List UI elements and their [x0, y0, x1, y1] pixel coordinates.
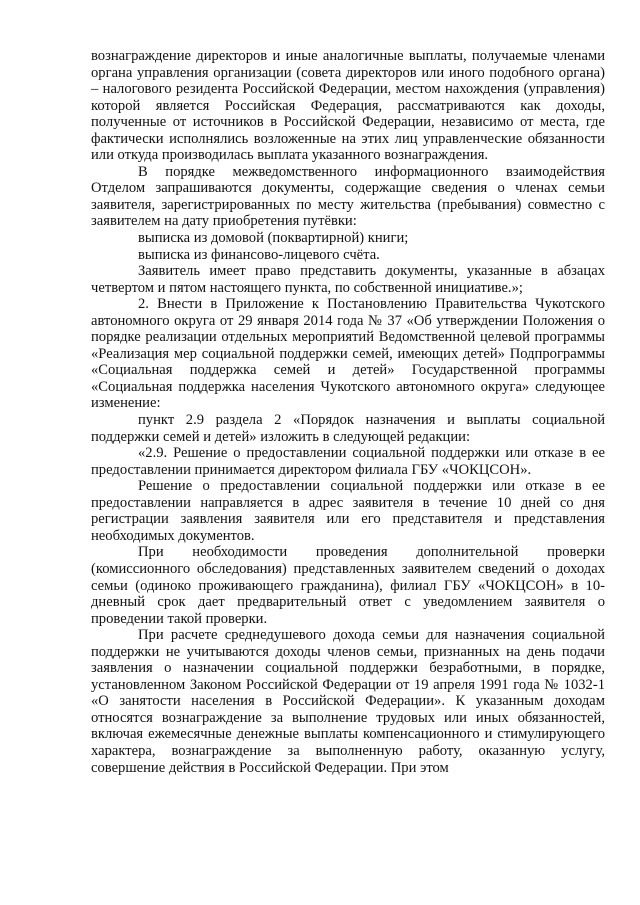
list-item-house-book-extract: выписка из домовой (поквартирной) книги; — [138, 230, 409, 247]
paragraph-2-9-decision: «2.9. Решение о предоставлении социальной поддержки или отказе в ее предоставлении принимается директором филиала ГБУ «ЧОКЦСОН». — [91, 445, 605, 478]
paragraph-applicant-right: Заявитель имеет право представить документы, указанные в абзацах четвертом и пятом настоящего пункта, по собственной инициативе.»; — [91, 263, 605, 296]
list-item-personal-account-extract: выписка из финансово-лицевого счёта. — [138, 246, 380, 263]
paragraph-income-calculation: При расчете среднедушевого дохода семьи для назначения социальной поддержки не учитываются доходы членов семьи, признанных на день подачи заявления о назначении социальной поддержки безработными, в порядке, установленном Законом Российской Федерации от 19 апреля 1991 года № 1032-1 «О занятости населения в Российской Федерации». К указанным доходам относятся вознаграждение за выполнение трудовых или иных обязанностей, включая ежемесячные денежные выплаты компенсационного и стимулирующего характера, вознаграждение за выполненную работу, оказанную услугу, совершение действия в Российской Федерации. При этом — [91, 627, 605, 776]
paragraph-directors-remuneration: вознаграждение директоров и иные аналогичные выплаты, получаемые членами органа управления организации (совета директоров или иного подобного органа) – налогового резидента Российской Федерации, местом нахождения (управления) которой является Российская Федерация, рассматриваются как доходы, полученные от источников в Российской Федерации, независимо от места, где фактически исполнялись возложенные на этих лиц управленческие обязанности или откуда производилась выплата указанного вознаграждения. — [91, 48, 605, 164]
document-body — [91, 48, 605, 776]
paragraph-item-2-amendment: 2. Внести в Приложение к Постановлению Правительства Чукотского автономного округа от 29 января 2014 года № 37 «Об утверждении Положения о порядке реализации отдельных мероприятий Ведомственной целевой программы «Реализация мер социальной поддержки семей, имеющих детей» Подпрограммы «Социальная поддержка семей и детей» Государственной программы «Социальная поддержка населения Чукотского автономного округа» следующее изменение: — [91, 296, 605, 412]
paragraph-additional-verification: При необходимости проведения дополнительной проверки (комиссионного обследования) представленных заявителем сведений о доходах семьи (одиноко проживающего гражданина), филиал ГБУ «ЧОКЦСОН» в 10-дневный срок дает предварительный ответ с уведомлением заявителя о проведении такой проверки. — [91, 544, 605, 627]
paragraph-decision-notification: Решение о предоставлении социальной поддержки или отказе в ее предоставлении направляется в адрес заявителя в течение 10 дней со дня регистрации заявления заявителя или его представителя и представления необходимых документов. — [91, 478, 605, 544]
paragraph-interagency-request: В порядке межведомственного информационного взаимодействия Отделом запрашиваются документы, содержащие сведения о членах семьи заявителя, зарегистрированных по месту жительства (пребывания) совместно с заявителем на дату приобретения путёвки: — [91, 163, 605, 230]
paragraph-section-2-9-statement: пункт 2.9 раздела 2 «Порядок назначения и выплаты социальной поддержки семей и детей» изложить в следующей редакции: — [91, 412, 605, 445]
